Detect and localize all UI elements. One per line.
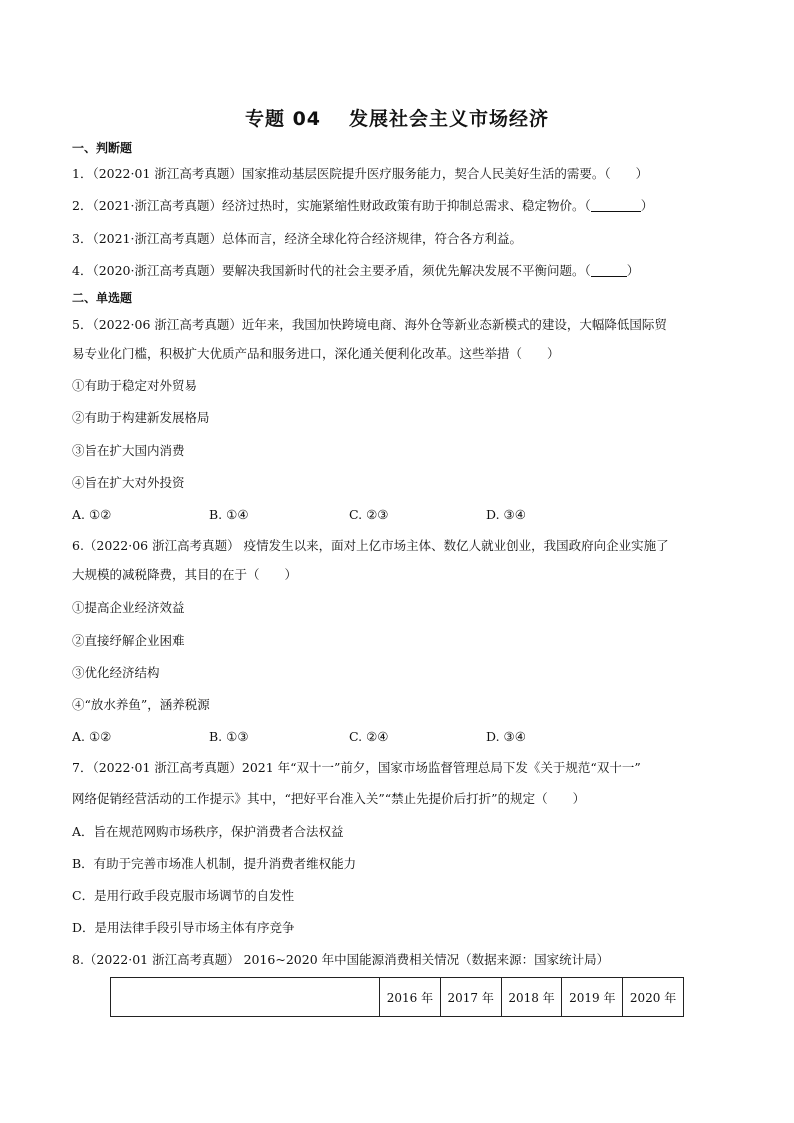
- question-5-option-3: ③旨在扩大国内消费: [72, 443, 185, 458]
- answer-blank: [591, 199, 641, 212]
- choice-a: A. ①②: [72, 729, 112, 744]
- choice-b: B. ①④: [209, 507, 249, 522]
- question-6-option-3: ③优化经济结构: [72, 665, 160, 680]
- question-4-text: 4．（2020·浙江高考真题）要解决我国新时代的社会主要矛盾，须优先解决发展不平衡问题。（: [72, 263, 591, 278]
- choice-a: A. ①②: [72, 507, 112, 522]
- question-6-choices: [72, 729, 732, 745]
- question-7-line-2: 网络促销经营活动的工作提示》其中，“把好平台准入关”“禁止先提价后打折”的规定（ ）: [72, 791, 586, 806]
- question-4-end: ）: [626, 263, 640, 278]
- table-header-cell: 2019 年: [562, 978, 623, 1017]
- question-8: 8.（2022·01 浙江高考真题） 2016~2020 年中国能源消费相关情况（数据来源：国家统计局）: [72, 952, 610, 967]
- question-7-choice-a: A．旨在规范网购市场秩序，保护消费者合法权益: [72, 824, 344, 839]
- question-5-option-4: ④旨在扩大对外投资: [72, 475, 185, 490]
- question-5-line-2: 易专业化门槛，积极扩大优质产品和服务进口，深化通关便利化改革。这些举措（ ）: [72, 346, 560, 361]
- table-header-cell: 2016 年: [380, 978, 441, 1017]
- title-main: 发展社会主义市场经济: [349, 108, 550, 130]
- question-2-end: ）: [640, 198, 654, 213]
- energy-consumption-table: [110, 977, 684, 1017]
- section-heading-single-choice: 二、单选题: [72, 291, 133, 305]
- table-header-cell: [111, 978, 380, 1017]
- question-7-choice-d: D．是用法律手段引导市场主体有序竞争: [72, 920, 295, 935]
- question-2: [72, 198, 732, 214]
- question-5-line-1: 5．（2022·06 浙江高考真题）近年来，我国加快跨境电商、海外仓等新业态新模式的建设，大幅降低国际贸: [72, 317, 667, 332]
- question-4: [72, 263, 732, 279]
- table-header-row: [111, 978, 684, 1017]
- question-6-option-4: ④“放水养鱼”，涵养税源: [72, 697, 210, 712]
- question-5-choices: [72, 507, 732, 523]
- question-7-choice-c: C．是用行政手段克服市场调节的自发性: [72, 888, 295, 903]
- question-6-option-2: ②直接纾解企业困难: [72, 633, 185, 648]
- title-prefix: 专题 04: [244, 108, 322, 130]
- answer-blank: [591, 264, 627, 277]
- choice-c: C. ②④: [349, 729, 389, 744]
- question-5-option-1: ①有助于稳定对外贸易: [72, 378, 198, 393]
- question-6-line-2: 大规模的减税降费，其目的在于（ ）: [72, 567, 298, 582]
- choice-d: D. ③④: [486, 729, 526, 744]
- table-header-cell: 2020 年: [623, 978, 684, 1017]
- question-2-text: 2．（2021·浙江高考真题）经济过热时，实施紧缩性财政政策有助于抑制总需求、稳定物价。（: [72, 198, 591, 213]
- choice-b: B. ①③: [209, 729, 249, 744]
- choice-d: D. ③④: [486, 507, 526, 522]
- question-6-option-1: ①提高企业经济效益: [72, 600, 185, 615]
- choice-c: C. ②③: [349, 507, 389, 522]
- question-7-line-1: 7．（2022·01 浙江高考真题）2021 年“双十一”前夕，国家市场监督管理总局下发《关于规范“双十一”: [72, 760, 641, 775]
- question-5-option-2: ②有助于构建新发展格局: [72, 410, 210, 425]
- section-heading-judgement: 一、判断题: [72, 141, 133, 155]
- question-6-line-1: 6.（2022·06 浙江高考真题） 疫情发生以来，面对上亿市场主体、数亿人就业创业，我国政府向企业实施了: [72, 538, 669, 553]
- page-title: [0, 104, 794, 131]
- table-header-cell: 2018 年: [501, 978, 562, 1017]
- question-1: 1．（2022·01 浙江高考真题）国家推动基层医院提升医疗服务能力，契合人民美好生活的需要。（ ）: [72, 166, 649, 181]
- table-header-cell: 2017 年: [440, 978, 501, 1017]
- question-3: 3．（2021·浙江高考真题）总体而言，经济全球化符合经济规律，符合各方利益。: [72, 231, 522, 246]
- question-7-choice-b: B．有助于完善市场准人机制，提升消费者维权能力: [72, 856, 357, 871]
